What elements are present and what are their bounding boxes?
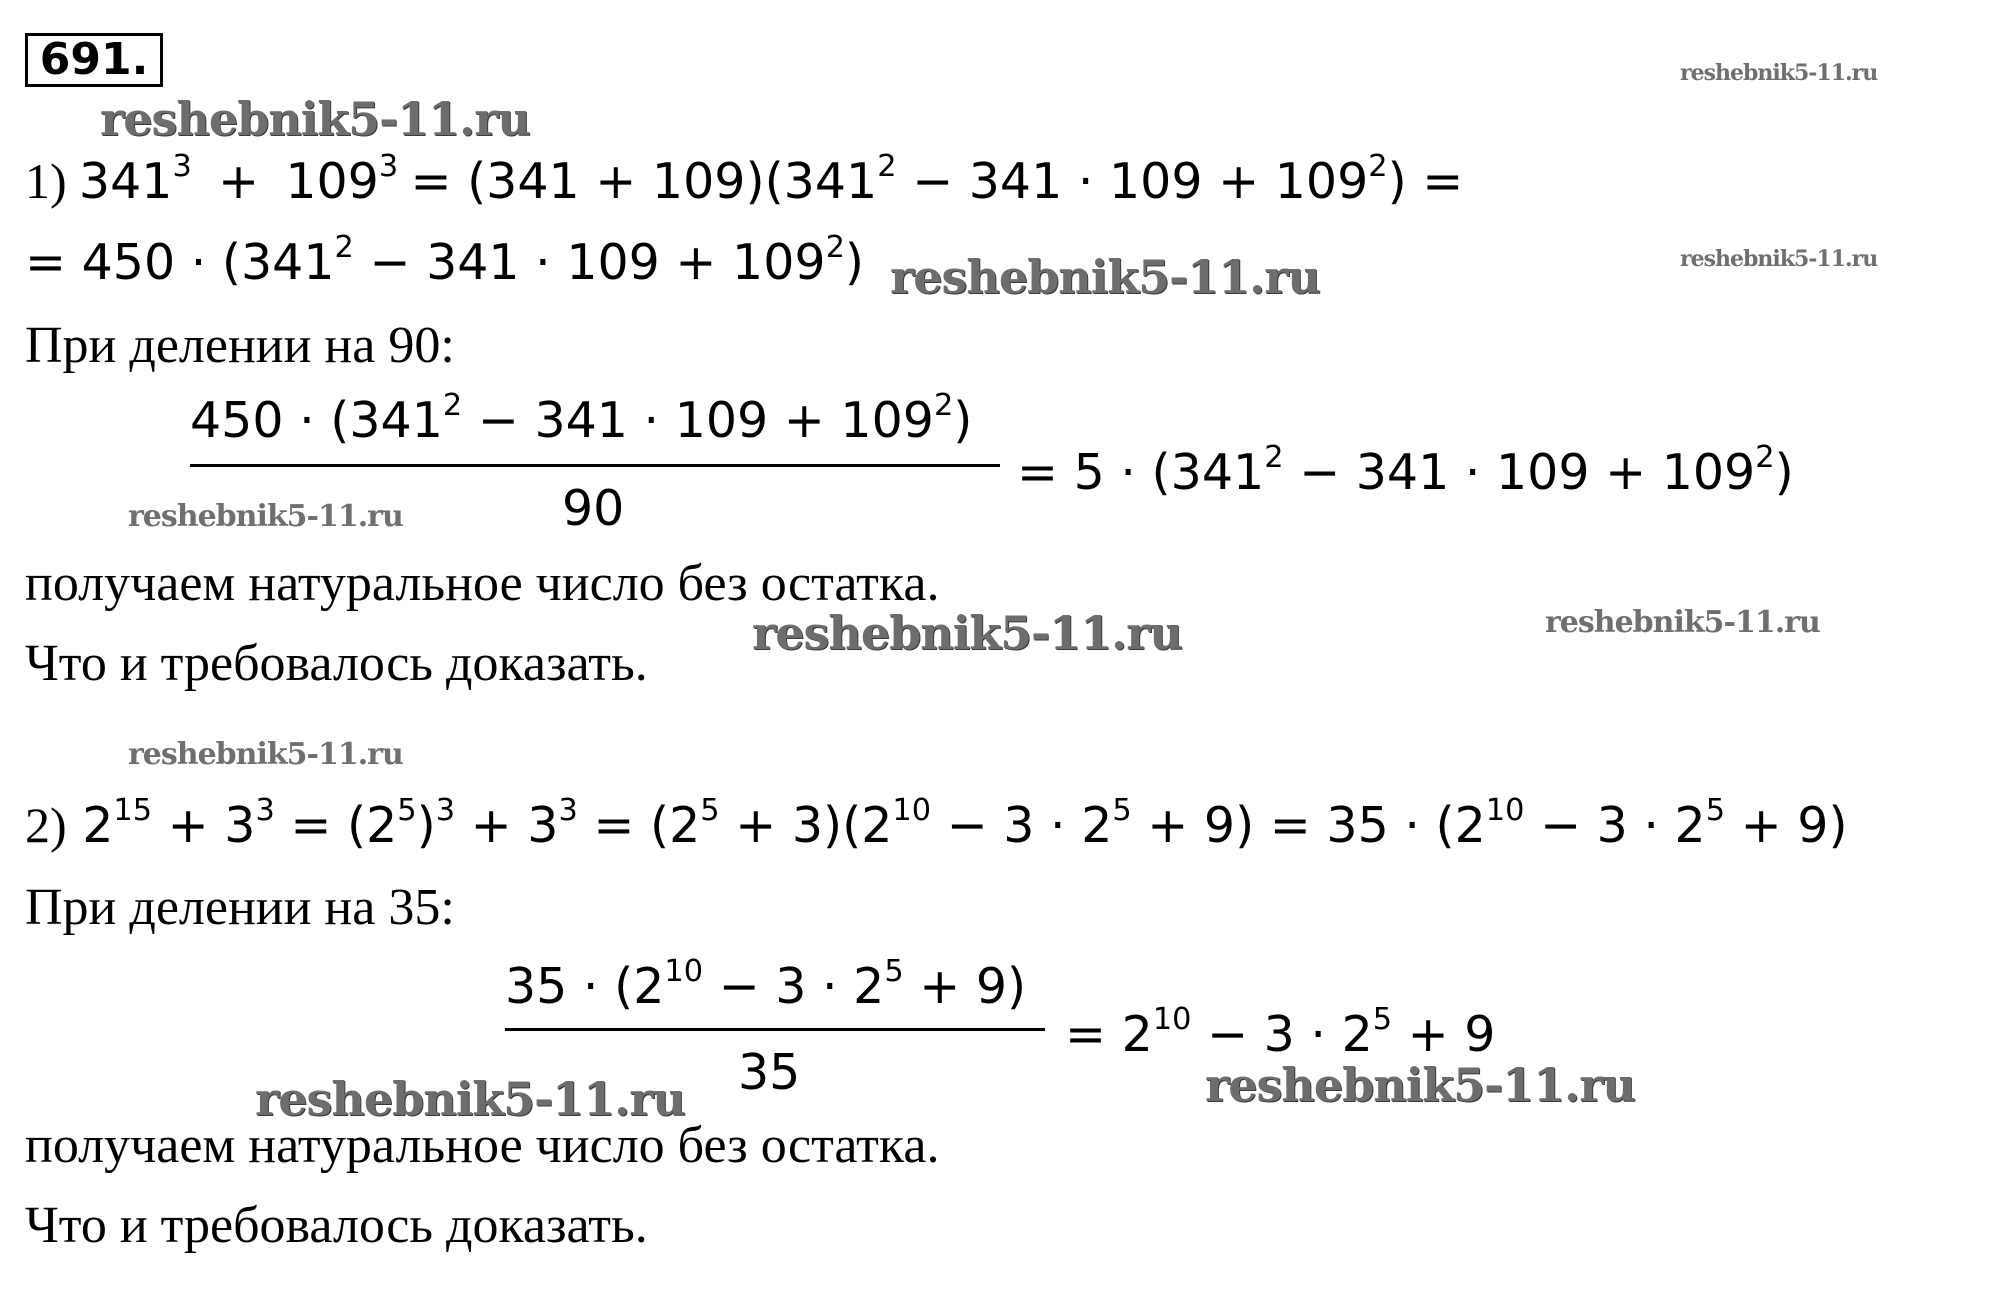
expression: = (2: [577, 797, 701, 854]
exponent: 10: [1152, 1002, 1192, 1038]
exponent: 5: [700, 793, 720, 829]
watermark: reshebnik5-11.ru: [1205, 1058, 1635, 1112]
exponent: 5: [397, 793, 417, 829]
expression: − 341 · 109 + 109: [1283, 444, 1756, 501]
exponent: 10: [892, 793, 932, 829]
expression: + 3)(2: [719, 797, 893, 854]
exponent: 5: [884, 954, 904, 990]
watermark: reshebnik5-11.ru: [255, 1072, 685, 1126]
exponent: 3: [558, 793, 578, 829]
fraction-numerator: [190, 388, 973, 449]
part2-qed: Что и требовалось доказать.: [25, 1197, 648, 1254]
watermark: reshebnik5-11.ru: [128, 737, 403, 772]
watermark: reshebnik5-11.ru: [128, 499, 403, 534]
exponent: 3: [435, 793, 456, 829]
fraction-numerator: [505, 954, 1027, 1015]
part1-label: 1): [25, 153, 67, 209]
exponent: 3: [172, 149, 192, 185]
watermark: reshebnik5-11.ru: [1680, 246, 1878, 272]
exponent: 5: [1705, 793, 1726, 829]
expression: + 3: [152, 797, 256, 854]
expression: + 9: [1392, 1006, 1496, 1063]
expression: 35 · (2: [505, 958, 665, 1015]
exponent: 2: [877, 149, 897, 185]
expression: ): [416, 797, 436, 854]
expression: − 3 · 2: [931, 797, 1113, 854]
exponent: 2: [334, 230, 354, 266]
part2-label: 2): [25, 797, 67, 853]
part2-division-label: При делении на 35:: [25, 879, 455, 936]
exponent: 3: [378, 149, 399, 185]
term: 109: [285, 153, 379, 210]
exponent: 2: [1264, 440, 1284, 476]
part1-qed: Что и требовалось доказать.: [25, 635, 648, 692]
expression: = 450 · (341: [25, 234, 335, 291]
watermark: reshebnik5-11.ru: [1545, 605, 1820, 640]
exponent: 2: [825, 230, 845, 266]
exponent: 10: [1485, 793, 1525, 829]
exponent: 15: [113, 793, 153, 829]
expression: 2: [66, 797, 114, 854]
part2-conclusion: получаем натуральное число без остатка.: [25, 1117, 940, 1174]
expression: = 2: [1065, 1006, 1153, 1063]
exponent: 2: [933, 388, 954, 424]
expression: ): [1774, 444, 1794, 501]
part1-conclusion: получаем натуральное число без остатка.: [25, 555, 940, 612]
expression: + 9): [1725, 797, 1848, 854]
expression: − 3 · 2: [1191, 1006, 1373, 1063]
part1-equation-line1: [25, 149, 1464, 210]
exponent: 2: [1755, 440, 1775, 476]
expression: + 3: [455, 797, 559, 854]
expression: − 341 · 109 + 109: [353, 234, 826, 291]
expression: + 9): [903, 958, 1027, 1015]
expression: − 3 · 2: [703, 958, 885, 1015]
operator: +: [218, 153, 260, 210]
expression: = (341 + 109)(341: [410, 153, 878, 210]
exponent: 2: [442, 388, 463, 424]
exponent: 5: [1112, 793, 1132, 829]
term: 341: [78, 153, 173, 210]
part1-fraction-result: [1017, 440, 1794, 501]
part2-equation-line: [25, 793, 1848, 854]
expression: ): [953, 392, 973, 449]
expression: ) =: [1387, 153, 1464, 210]
exponent: 3: [255, 793, 275, 829]
part1-division-label: При делении на 90:: [25, 317, 455, 374]
expression: 450 · (341: [190, 392, 443, 449]
fraction-denominator: 35: [738, 1044, 801, 1101]
exponent: 5: [1372, 1002, 1393, 1038]
expression: − 3 · 2: [1524, 797, 1706, 854]
fraction-denominator: 90: [562, 480, 625, 537]
fraction-bar: [190, 464, 1000, 467]
watermark: reshebnik5-11.ru: [100, 92, 530, 146]
expression: − 341 · 109 + 109: [462, 392, 934, 449]
watermark: reshebnik5-11.ru: [752, 606, 1182, 660]
fraction-bar: [505, 1028, 1045, 1031]
problem-number: 691.: [25, 33, 163, 87]
exponent: 2: [1368, 149, 1388, 185]
expression: + 9) = 35 · (2: [1131, 797, 1486, 854]
expression: = 5 · (341: [1017, 444, 1265, 501]
exponent: 10: [664, 954, 704, 990]
expression: − 341 · 109 + 109: [896, 153, 1369, 210]
part2-fraction-result: [1065, 1002, 1496, 1063]
expression: = (2: [274, 797, 398, 854]
part1-equation-line2: [25, 230, 865, 291]
watermark: reshebnik5-11.ru: [890, 250, 1320, 304]
watermark: reshebnik5-11.ru: [1680, 60, 1878, 86]
expression: ): [844, 234, 865, 291]
